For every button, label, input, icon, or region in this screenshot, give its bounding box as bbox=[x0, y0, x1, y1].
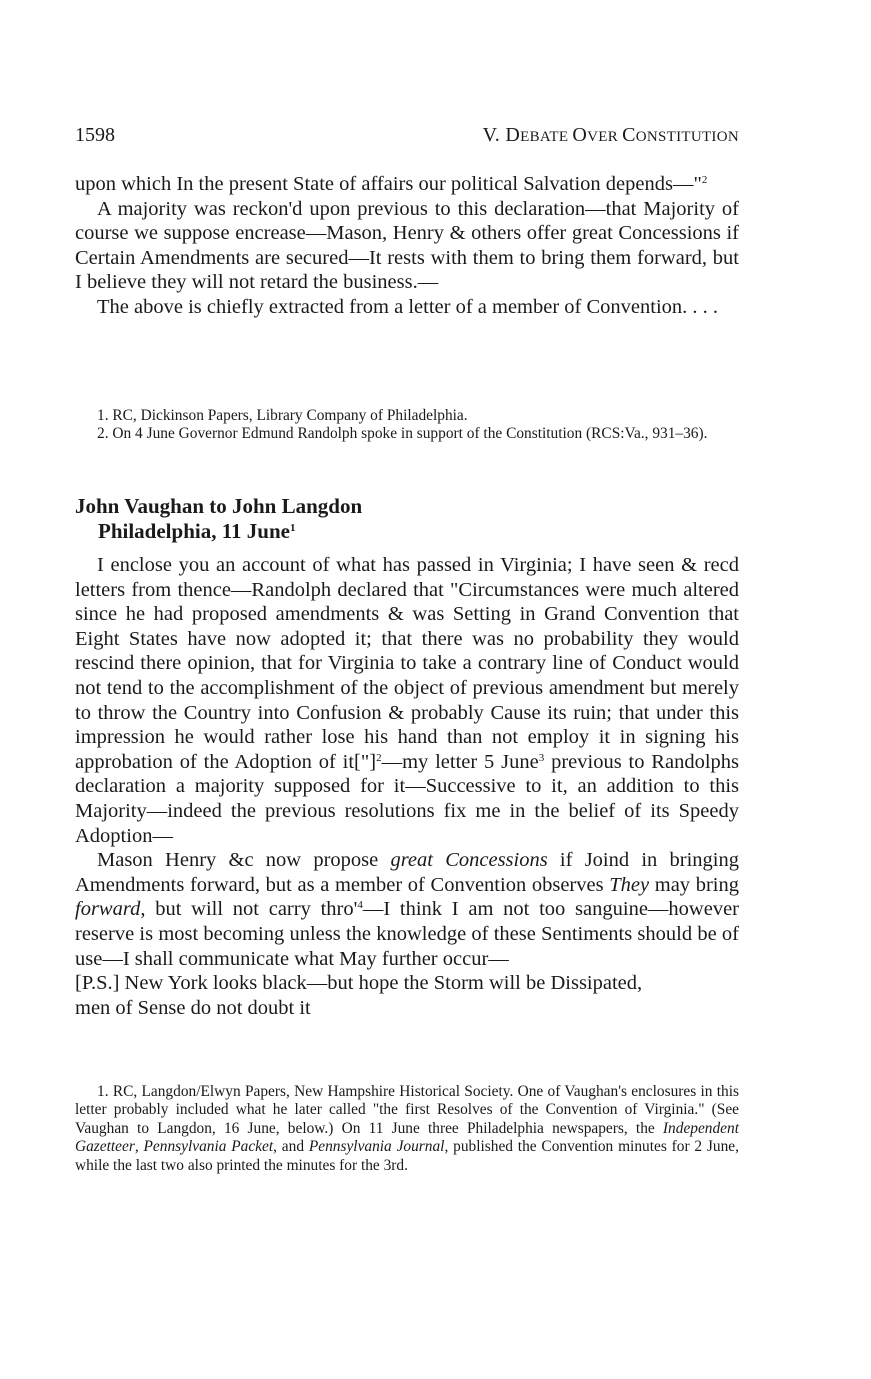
section1-text bbox=[75, 172, 739, 320]
footnote: 2. On 4 June Governor Edmund Randolph spoke in support of the Constitution (RCS:Va., 931–36). bbox=[97, 425, 708, 443]
document-heading bbox=[75, 494, 739, 544]
paragraph: Mason Henry &c now propose great Concessions if Joind in bringing Amendments forward, but as a member of Convention observes They may bring forward, but will not carry $thro'^4—I$ think I am not too sanguine—however reserve is most becoming unless the knowledge of these Sentiments should be of use—I shall communicate what May further occur— bbox=[75, 849, 739, 970]
heading-place-date: Philadelphia, 11 June$^1$ bbox=[98, 519, 296, 543]
postscript: [P.S.] New York looks black—but hope the Storm will be Dissipated, men of Sense do not doubt it bbox=[75, 972, 643, 1019]
footnote: 1. RC, Langdon/Elwyn Papers, New Hampshire Historical Society. One of Vaughan's enclosures in this letter probably included what he later called "the first Resolves of the Convention of Virginia." (See Vaughan to Langdon, 16 June, below.) On 11 June three Philadelphia newspapers, the Independent Gazetteer, Pennsylvania Packet, and Pennsylvania Journal, published the Convention minutes for 2 June, while the last two also printed the minutes for the 3rd. bbox=[75, 1083, 739, 1174]
running-head: V. DEBATE OVER CONSTITUTION bbox=[482, 124, 739, 146]
heading-title: John Vaughan to John Langdon bbox=[75, 494, 363, 518]
paragraph: The above is chiefly extracted from a letter of a member of Convention. . . . bbox=[97, 295, 719, 318]
footnotes-2 bbox=[75, 1083, 739, 1175]
paragraph: A majority was reckon'd upon previous to this declaration—that Majority of course we suppose encrease—Mason, Henry & others offer great Concessions if Certain Amendments are secured—It rests with them to bring them forward, but I believe they will not retard the business.— bbox=[75, 197, 739, 294]
page-number: 1598 bbox=[75, 124, 115, 146]
paragraph: upon which In the present State of affairs our political Salvation depends—"$^2$ bbox=[75, 173, 708, 195]
footnote: 1. RC, Dickinson Papers, Library Company of Philadelphia. bbox=[97, 407, 468, 424]
footnotes-1 bbox=[75, 407, 739, 444]
letter-body bbox=[75, 553, 739, 1020]
paragraph: I enclose you an account of what has passed in Virginia; I have seen & recd letters from thence—Randolph declared that "Circumstances were much altered since he had proposed amendments & was Setting in Grand Convention that Eight States have now adopted it; that there was no probability they would rescind there opinion, that for Virginia to take a contrary line of Conduct would not tend to the accomplishment of the object of previous amendment but merely to throw the Country into Confusion & probably Cause its ruin; that under this impression he would rather lose his hand than not employ it in signing his approbation of the Adoption of it["]$^2$—my letter 5 June$^3$ previous to Randolphs declaration a majority supposed for it—Successive to it, an addition to this Majority—indeed the previous resolutions fix me in the belief of its Speedy Adoption— bbox=[75, 554, 740, 847]
